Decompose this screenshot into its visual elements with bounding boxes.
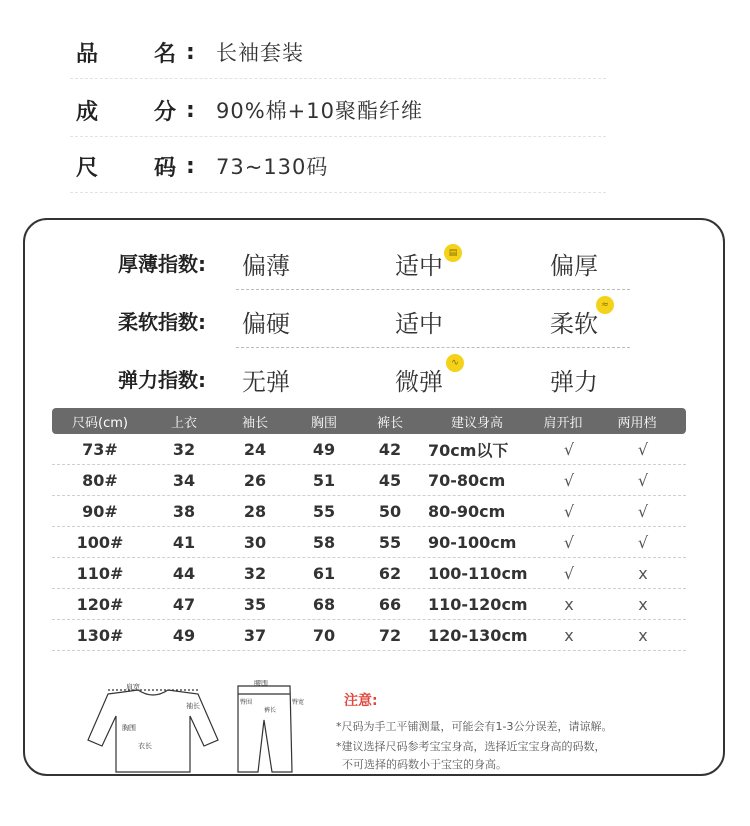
table-cell: 51 bbox=[312, 470, 336, 490]
table-cell: √ bbox=[563, 470, 575, 490]
col-header: 肩开扣 bbox=[543, 415, 583, 431]
table-cell: √ bbox=[563, 563, 575, 583]
info-key-1: 成 bbox=[76, 99, 99, 125]
table-cell: 100-110cm bbox=[428, 563, 528, 583]
table-cell: 73# bbox=[82, 439, 118, 459]
info-key-1: 品 bbox=[76, 41, 99, 67]
diagram-label: 臀围 bbox=[240, 699, 253, 706]
index-option: 偏薄 bbox=[242, 252, 290, 280]
col-header: 袖长 bbox=[241, 415, 268, 431]
table-cell: 44 bbox=[172, 563, 196, 583]
diagram-label: 肩宽 bbox=[126, 683, 140, 691]
table-cell: 110-120cm bbox=[428, 594, 528, 614]
col-header: 建议身高 bbox=[450, 415, 503, 431]
table-cell: x bbox=[564, 625, 574, 645]
info-value-size: 73~130码 bbox=[216, 155, 329, 179]
index-label: 柔软指数: bbox=[118, 310, 206, 334]
table-cell: 45 bbox=[378, 470, 402, 490]
diagram-label: 衣长 bbox=[138, 742, 152, 750]
index-option: 偏厚 bbox=[550, 252, 598, 280]
table-cell: 34 bbox=[172, 470, 196, 490]
note-line: *建议选择尺码参考宝宝身高，选择近宝宝身高的码数， bbox=[336, 740, 606, 753]
selected-marker-icon: ∿ bbox=[446, 354, 464, 372]
info-value-name: 长袖套装 bbox=[216, 41, 304, 65]
index-row-thickness bbox=[90, 232, 630, 290]
info-row-material bbox=[70, 84, 606, 137]
diagram-label: 胸围 bbox=[122, 724, 136, 732]
info-key-2: 名 bbox=[154, 41, 177, 67]
note-line: *尺码为手工平铺测量，可能会有1-3公分误差，请谅解。 bbox=[336, 720, 613, 733]
index-option: 偏硬 bbox=[242, 310, 290, 338]
table-cell: 35 bbox=[243, 594, 267, 614]
table-cell: 72 bbox=[378, 625, 402, 645]
table-row bbox=[52, 620, 686, 651]
table-cell: x bbox=[638, 563, 648, 583]
table-cell: 70 bbox=[312, 625, 336, 645]
diagram-label: 袖长 bbox=[186, 702, 200, 710]
col-header: 尺码(cm) bbox=[72, 415, 128, 431]
diagram-label: 裤长 bbox=[264, 707, 277, 714]
table-cell: 42 bbox=[378, 439, 402, 459]
table-cell: √ bbox=[637, 439, 649, 459]
selected-marker-icon: ▤ bbox=[444, 244, 462, 262]
size-table bbox=[52, 408, 686, 651]
table-cell: 66 bbox=[378, 594, 402, 614]
index-option: 柔软 bbox=[550, 310, 598, 338]
table-row bbox=[52, 496, 686, 527]
col-header: 裤长 bbox=[376, 415, 403, 431]
table-cell: √ bbox=[637, 532, 649, 552]
table-cell: 30 bbox=[243, 532, 267, 552]
table-cell: 70-80cm bbox=[428, 470, 506, 490]
table-row bbox=[52, 465, 686, 496]
index-row-softness bbox=[90, 290, 630, 348]
table-cell: 32 bbox=[172, 439, 196, 459]
note-line: 不可选择的码数小于宝宝的身高。 bbox=[342, 758, 507, 771]
table-cell: 49 bbox=[172, 625, 196, 645]
table-cell: 38 bbox=[172, 501, 196, 521]
selected-marker-icon: ≈ bbox=[596, 296, 614, 314]
table-row bbox=[52, 558, 686, 589]
index-option: 微弹 bbox=[395, 368, 443, 396]
table-cell: √ bbox=[563, 501, 575, 521]
index-option: 无弹 bbox=[242, 368, 290, 396]
info-row-size bbox=[70, 140, 606, 193]
table-cell: x bbox=[638, 625, 648, 645]
info-row-name bbox=[70, 26, 606, 79]
table-cell: 61 bbox=[312, 563, 336, 583]
table-cell: 130# bbox=[76, 625, 124, 645]
diagram-label: 腰围 bbox=[254, 680, 268, 687]
table-cell: 80# bbox=[82, 470, 118, 490]
index-option: 适中 bbox=[395, 252, 443, 280]
index-label: 弹力指数: bbox=[118, 368, 206, 392]
table-cell: 47 bbox=[172, 594, 196, 614]
table-cell: 90# bbox=[82, 501, 118, 521]
col-header: 两用档 bbox=[617, 415, 657, 431]
table-cell: 68 bbox=[312, 594, 336, 614]
table-cell: 70cm以下 bbox=[428, 440, 509, 460]
table-cell: x bbox=[638, 594, 648, 614]
table-cell: 50 bbox=[378, 501, 402, 521]
table-cell: 62 bbox=[378, 563, 402, 583]
table-cell: 120-130cm bbox=[428, 625, 528, 645]
table-header bbox=[52, 408, 686, 434]
table-cell: 32 bbox=[243, 563, 267, 583]
table-cell: √ bbox=[637, 470, 649, 490]
info-colon: : bbox=[186, 97, 195, 123]
table-cell: 28 bbox=[243, 501, 267, 521]
table-row bbox=[52, 527, 686, 558]
info-key-1: 尺 bbox=[76, 155, 99, 181]
table-cell: 90-100cm bbox=[428, 532, 517, 552]
table-cell: 110# bbox=[76, 563, 124, 583]
table-row bbox=[52, 434, 686, 465]
table-cell: √ bbox=[637, 501, 649, 521]
index-label: 厚薄指数: bbox=[118, 252, 206, 276]
table-cell: 58 bbox=[312, 532, 336, 552]
table-cell: 55 bbox=[378, 532, 402, 552]
table-body bbox=[52, 434, 686, 651]
info-key-2: 码 bbox=[154, 155, 177, 181]
table-cell: x bbox=[564, 594, 574, 614]
table-row bbox=[52, 589, 686, 620]
table-cell: 41 bbox=[172, 532, 196, 552]
table-cell: 26 bbox=[243, 470, 267, 490]
table-cell: 49 bbox=[312, 439, 336, 459]
info-colon: : bbox=[186, 153, 195, 179]
diagram-label: 臀宽 bbox=[292, 699, 305, 706]
table-cell: √ bbox=[563, 532, 575, 552]
col-header: 胸围 bbox=[310, 415, 337, 431]
info-colon: : bbox=[186, 39, 195, 65]
info-value-material: 90%棉+10聚酯纤维 bbox=[216, 99, 423, 123]
index-option: 适中 bbox=[395, 310, 443, 338]
table-cell: 24 bbox=[243, 439, 267, 459]
index-row-elasticity bbox=[90, 348, 630, 406]
table-cell: 120# bbox=[76, 594, 124, 614]
table-cell: 80-90cm bbox=[428, 501, 506, 521]
notes-title: 注意: bbox=[344, 693, 378, 709]
info-key-2: 分 bbox=[154, 99, 177, 125]
table-cell: 100# bbox=[76, 532, 124, 552]
table-cell: √ bbox=[563, 439, 575, 459]
table-cell: 37 bbox=[243, 625, 267, 645]
table-cell: 55 bbox=[312, 501, 336, 521]
garment-diagram bbox=[78, 680, 318, 780]
index-option: 弹力 bbox=[550, 368, 598, 396]
col-header: 上衣 bbox=[170, 415, 197, 431]
